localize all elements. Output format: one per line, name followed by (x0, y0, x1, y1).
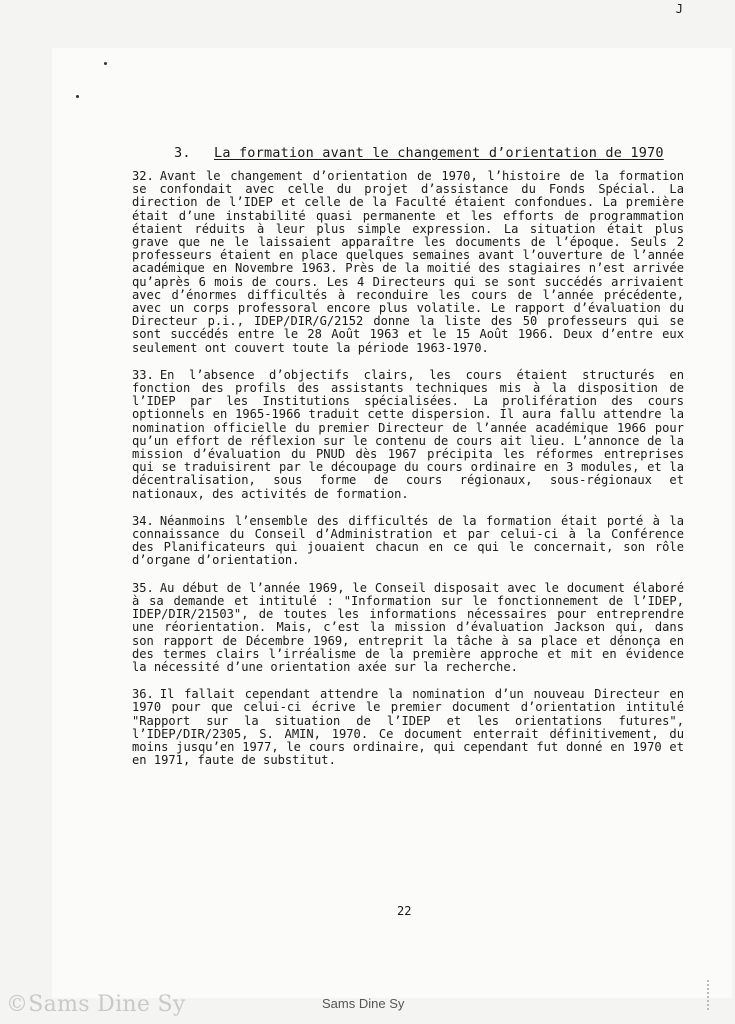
scan-speck (76, 95, 79, 98)
paragraph-34 (132, 515, 684, 568)
copyright-watermark: ©Sams Dine Sy (6, 992, 186, 1017)
edge-dots (707, 980, 711, 1010)
paragraph-33 (132, 369, 684, 501)
paragraph-text: Avant le changement d’orientation de 1970, l’histoire de la formation se confondait avec celle du projet d’assistance du Fonds Spécial. La direction de l’IDEP et celle de la Faculté étaient confondues. La première était d’une instabilité quasi permanente et les efforts de programmation étaient réduits à leur plus simple expression. La situation était plus grave que ne le laissaient apparaître les documents de l’époque. Seuls 2 professeurs étaient en place quelques semaines avant l’ouverture de l’année académique en Novembre 1963. Près de la moitié des stagiaires n’est arrivée qu’après 6 mois de cours. Les 4 Directeurs qui se sont succédés arrivaient avec d’énormes difficultés à reconduire les cours de l’année précédente, avec un corps professoral encore plus volatile. Le rapport d’évaluation du Directeur p.i., IDEP/DIR/G/2152 donne la liste des 50 professeurs qui se sont succédés entre le 28 Août 1963 et le 15 Août 1966. Deux d’entre eux seulement ont couvert toute la période 1963-1970. (132, 169, 684, 355)
paragraph-number: 33. (132, 367, 154, 382)
paragraph-number: 36. (132, 687, 154, 702)
section-number: 3. (174, 145, 191, 161)
paragraph-text: Au début de l’année 1969, le Conseil disposait avec le document élaboré à sa demande et intitulé : "Information sur le fonctionnement de l’IDEP, IDEP/DIR/21503", de toutes les informations nécessaires pour entreprendre une réorientation. Mais, c’est la mission d’évaluation Jackson qui, dans son rapport de Décembre 1969, entreprit la tâche à sa place et dénonça en des termes clairs l’irréalisme de la première approche et mit en évidence la nécessité d’une orientation axée sur la recherche. (132, 580, 684, 674)
footer-author: Sams Dine Sy (322, 996, 405, 1011)
paragraph-36 (132, 688, 684, 767)
paragraph-32 (132, 170, 684, 355)
paragraph-text: Néanmoins l’ensemble des difficultés de la formation était porté à la connaissance du Conseil d’Administration et par celui-ci à la Conférence des Planificateurs qui jouaient chacun en ce qui le concernait, son rôle d’organe d’orientation. (132, 513, 684, 568)
page-number: 22 (397, 904, 412, 918)
corner-mark: J (675, 2, 683, 16)
paragraph-35 (132, 582, 684, 674)
paragraph-text: Il fallait cependant attendre la nomination d’un nouveau Directeur en 1970 pour que celui-ci écrive le premier document d’orientation intitulé "Rapport sur la situation de l’IDEP et les orientations futures", l’IDEP/DIR/2305, S. AMIN, 1970. Ce document enterrait définitivement, du moins jusqu’en 1977, le cours ordinaire, qui cependant fut donné en 1970 et en 1971, faute de substitut. (132, 687, 684, 768)
scan-speck (104, 62, 107, 65)
paragraph-number: 32. (132, 169, 154, 183)
section-heading (174, 145, 664, 161)
paragraph-number: 35. (132, 580, 154, 595)
paragraph-number: 34. (132, 513, 154, 528)
paragraph-text: En l’absence d’objectifs clairs, les cours étaient structurés en fonction des profils des assistants techniques mis à la disposition de l’IDEP par les Institutions spécialisées. La prolifération des cours optionnels en 1965-1966 traduit cette dispersion. Il aura fallu attendre la nomination officielle du premier Directeur de l’année académique 1966 pour qu’un effort de réflexion sur le contenu de cours ait lieu. L’annonce de la mission d’évaluation du PNUD dès 1967 précipita les réformes entreprises qui se traduisirent par le découpage du cours ordinaire en 3 modules, et la décentralisation, sous forme de cours régionaux, sous-régionaux et nationaux, des activités de formation. (132, 367, 684, 501)
body-text (132, 170, 684, 781)
section-title: La formation avant le changement d’orientation de 1970 (214, 145, 664, 161)
